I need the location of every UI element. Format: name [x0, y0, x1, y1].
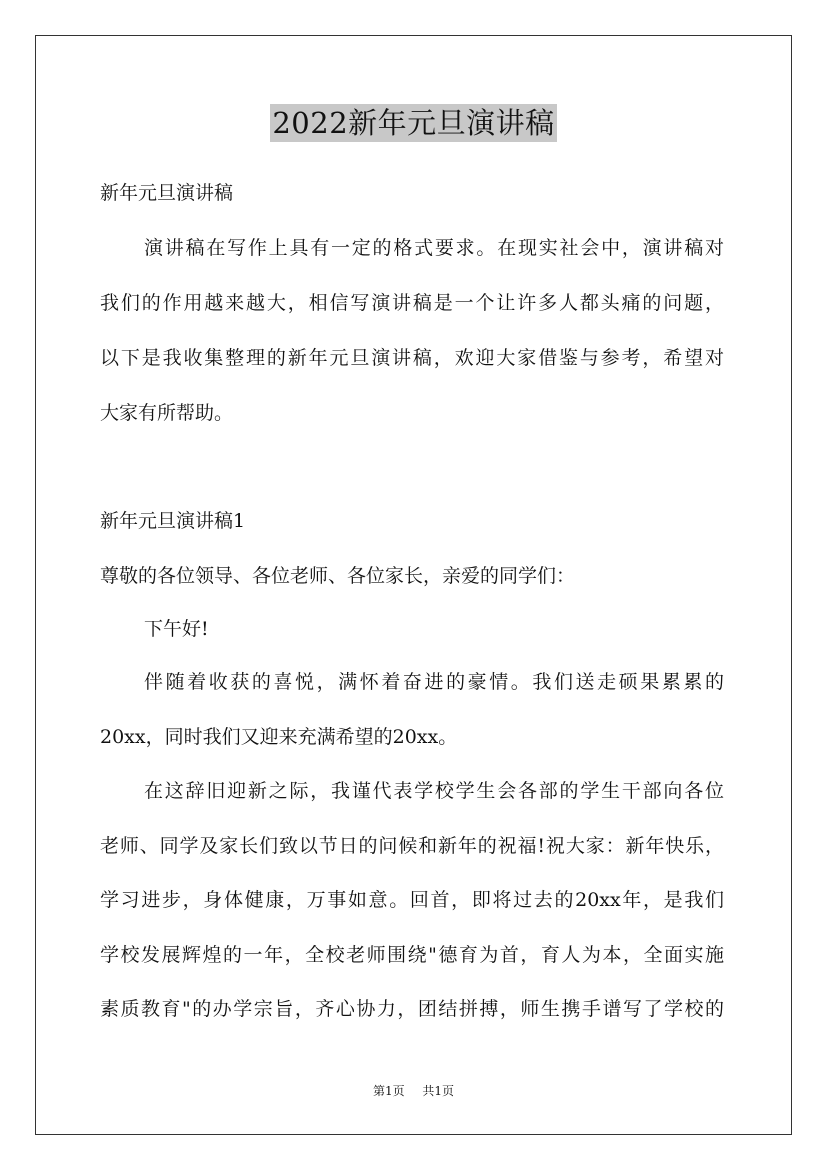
page-number: 第1页 [373, 1084, 405, 1098]
greeting: 下午好! [144, 618, 209, 640]
paragraph-line: 伴随着收获的喜悦，满怀着奋进的豪情。我们送走硕果累累的 [144, 671, 724, 693]
intro-line: 以下是我收集整理的新年元旦演讲稿，欢迎大家借鉴与参考，希望对 [100, 347, 724, 369]
page-total: 共1页 [422, 1084, 454, 1098]
document-title: 2022新年元旦演讲稿 [272, 106, 555, 140]
paragraph-line: 素质教育"的办学宗旨，齐心协力，团结拼搏，师生携手谱写了学校的 [100, 998, 724, 1020]
intro-line: 演讲稿在写作上具有一定的格式要求。在现实社会中，演讲稿对 [144, 237, 724, 259]
intro-line: 大家有所帮助。 [100, 402, 234, 424]
paragraph-line: 老师、同学及家长们致以节日的问候和新年的祝福!祝大家：新年快乐， [100, 835, 724, 857]
paragraph-line: 20xx，同时我们又迎来充满希望的20xx。 [100, 726, 458, 748]
section-heading: 新年元旦演讲稿1 [100, 510, 246, 532]
page-footer [0, 1083, 827, 1099]
intro-line: 我们的作用越来越大，相信写演讲稿是一个让许多人都头痛的问题， [100, 292, 724, 314]
paragraph-line: 在这辞旧迎新之际，我谨代表学校学生会各部的学生干部向各位 [144, 780, 724, 802]
title-area [0, 104, 827, 142]
paragraph-line: 学校发展辉煌的一年，全校老师围绕"德育为首，育人为本，全面实施 [100, 944, 724, 966]
salutation: 尊敬的各位领导、各位老师、各位家长，亲爱的同学们： [100, 565, 576, 587]
document-subtitle: 新年元旦演讲稿 [100, 182, 234, 204]
paragraph-line: 学习进步，身体健康，万事如意。回首，即将过去的20xx年，是我们 [100, 889, 724, 911]
